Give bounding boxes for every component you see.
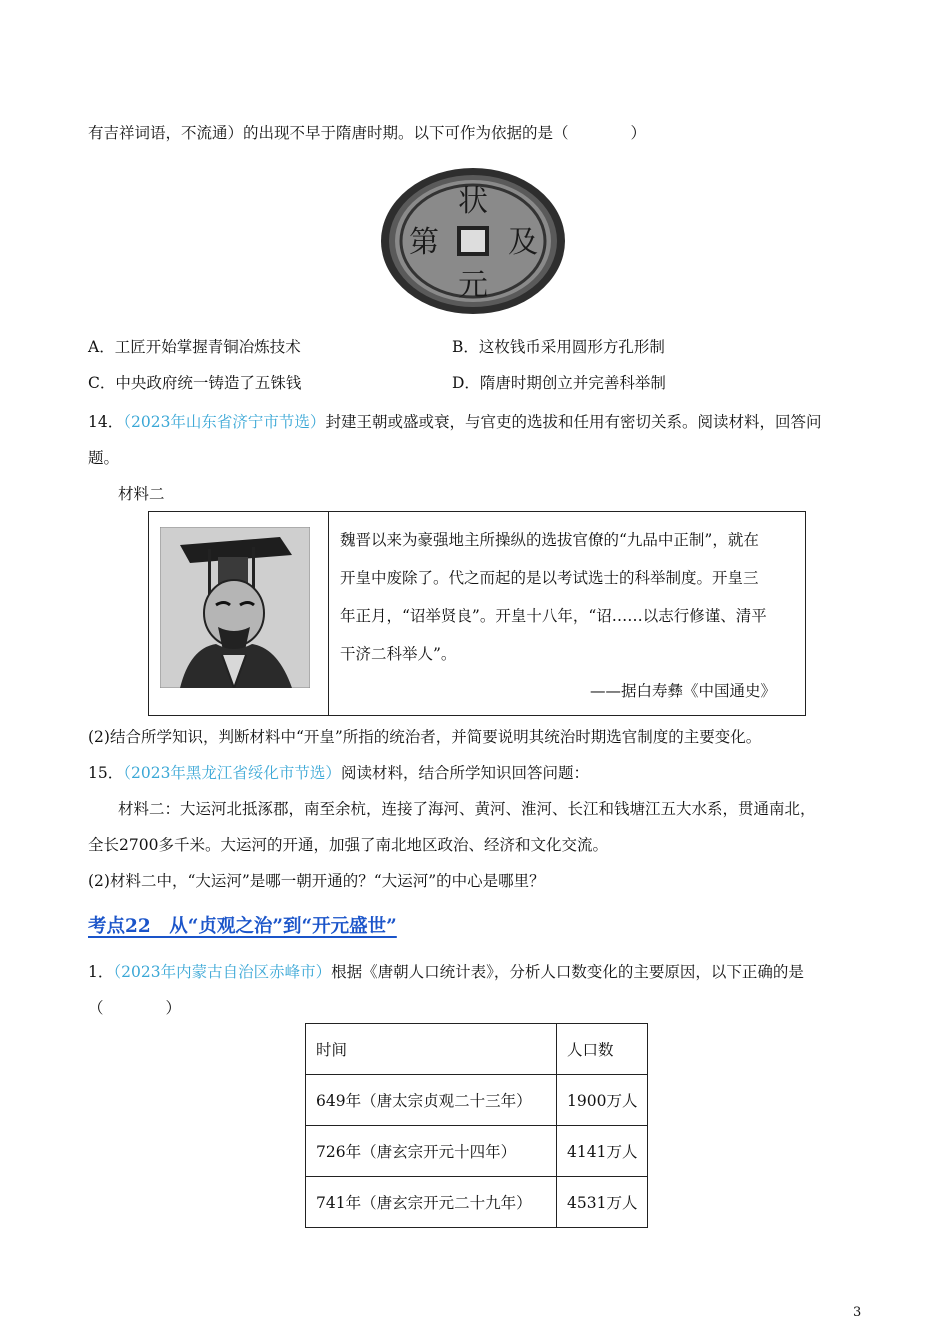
q14-material-line: 年正月，“诏举贤良”。开皇十八年，“诏……以志行修谨、清平 <box>340 607 767 625</box>
q1-stem-line <box>88 960 804 982</box>
q15-number: 15． <box>88 764 124 782</box>
q13-option-a: A．工匠开始掌握青铜冶炼技术 <box>88 338 301 356</box>
q15-sub-question: (2)材料二中，“大运河”是哪一朝开通的？“大运河”的中心是哪里？ <box>88 872 545 890</box>
q1-answer-blank: （ ） <box>88 999 182 1017</box>
coin-image <box>380 167 567 315</box>
q1-source: （2023年内蒙古自治区赤峰市） <box>113 963 332 981</box>
table-cell: 1900万人 <box>557 1075 648 1126</box>
q15-material-line1: 材料二：大运河北抵涿郡，南至余杭，连接了海河、黄河、淮河、长江和钱塘江五大水系，贯通南北， <box>118 800 816 818</box>
table-cell: 726年（唐玄宗开元十四年） <box>306 1126 557 1177</box>
q14-stem-line2: 题。 <box>88 449 120 467</box>
q15-stem: 阅读材料，结合所学知识回答问题： <box>340 764 589 782</box>
q14-sub-question: (2)结合所学知识，判断材料中“开皇”所指的统治者，并简要说明其统治时期选官制度的主要变化。 <box>88 728 762 746</box>
table-cell: 649年（唐太宗贞观二十三年） <box>306 1075 557 1126</box>
q1-stem: 根据《唐朝人口统计表》，分析人口数变化的主要原因，以下正确的是 <box>331 963 804 981</box>
coin-char-right: 及 <box>508 225 538 260</box>
section-heading: 考点22 从“贞观之治”到“开元盛世” <box>88 916 397 937</box>
q14-material-title: 材料二 <box>118 485 165 503</box>
q14-material-divider <box>328 511 329 716</box>
q15-stem-line <box>88 761 589 783</box>
coin-char-left: 第 <box>409 225 439 260</box>
q13-option-d: D．隋唐时期创立并完善科举制 <box>452 374 666 392</box>
q14-material-line: 开皇中废除了。代之而起的是以考试选士的科举制度。开皇三 <box>340 569 759 587</box>
table-cell: 4141万人 <box>557 1126 648 1177</box>
q13-option-b: B．这枚钱币采用圆形方孔形制 <box>452 338 665 356</box>
emperor-portrait-image <box>160 527 310 688</box>
table-header-cell: 人口数 <box>557 1024 648 1075</box>
q15-source: （2023年黑龙江省绥化市节选） <box>123 764 341 782</box>
coin-char-bottom: 元 <box>458 268 488 303</box>
coin-char-top: 状 <box>458 184 488 219</box>
table-row <box>306 1177 648 1228</box>
table-header-cell: 时间 <box>306 1024 557 1075</box>
q14-material-line: 干济二科举人”。 <box>340 645 457 663</box>
table-cell: 4531万人 <box>557 1177 648 1228</box>
population-table <box>305 1023 648 1228</box>
table-header-row <box>306 1024 648 1075</box>
page-number: 3 <box>853 1305 862 1320</box>
table-cell: 741年（唐玄宗开元二十九年） <box>306 1177 557 1228</box>
q13-stem-end: 有吉祥词语，不流通）的出现不早于隋唐时期。以下可作为依据的是（ ） <box>88 124 647 142</box>
q14-stem: 封建王朝或盛或衰，与官吏的选拔和任用有密切关系。阅读材料，回答问 <box>325 413 822 431</box>
q14-material-line: 魏晋以来为豪强地主所操纵的选拔官僚的“九品中正制”，就在 <box>340 531 759 549</box>
table-row <box>306 1126 648 1177</box>
q14-number: 14． <box>88 413 124 431</box>
q14-source: （2023年山东省济宁市节选） <box>123 413 326 431</box>
q1-number: 1． <box>88 963 114 981</box>
q14-material-citation: ——据白寿彝《中国通史》 <box>590 682 777 700</box>
q14-stem-line1 <box>88 410 821 432</box>
q15-material-line2: 全长2700多千米。大运河的开通，加强了南北地区政治、经济和文化交流。 <box>88 836 608 854</box>
q13-option-c: C．中央政府统一铸造了五铢钱 <box>88 374 302 392</box>
table-row <box>306 1075 648 1126</box>
